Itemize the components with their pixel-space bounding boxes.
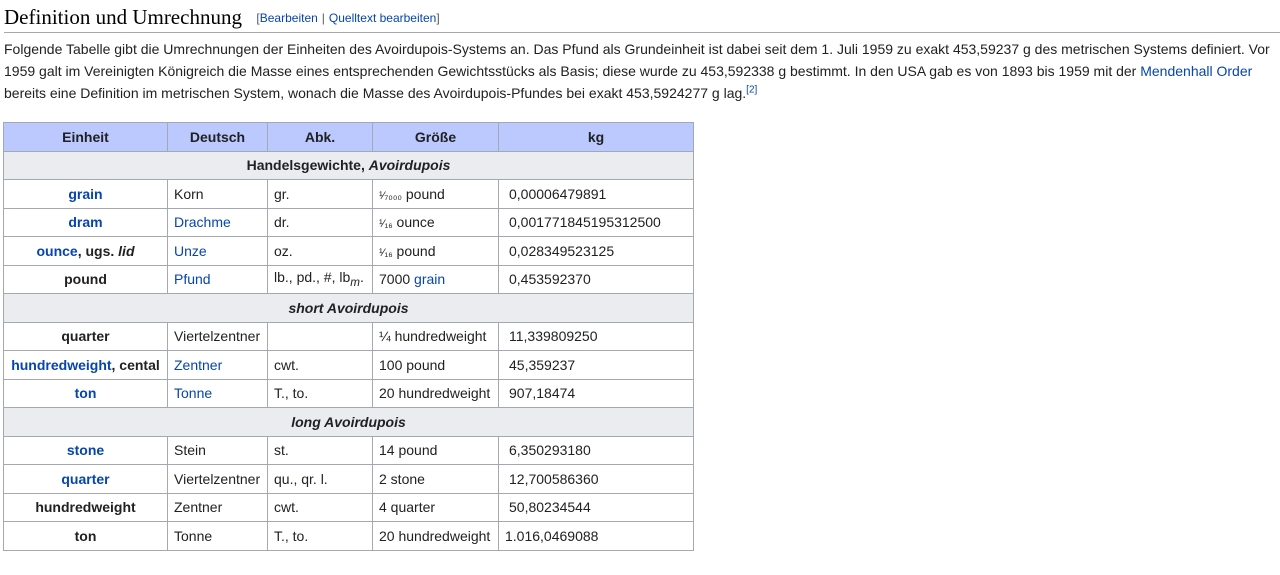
kg-cell: 50,80234544 xyxy=(499,493,694,522)
table-row xyxy=(4,322,694,351)
groesse-link-grain[interactable]: grain xyxy=(414,271,446,288)
header-einheit[interactable]: Einheit xyxy=(4,123,168,152)
section-title: Definition und Umrechnung xyxy=(4,5,242,29)
kg-cell: 0,001771845195312500 xyxy=(499,208,694,237)
groesse-cell: 7000 grain xyxy=(373,265,499,294)
unit-cell: hundredweight, cental xyxy=(4,351,168,380)
kg-cell: 0,453592370 xyxy=(499,265,694,294)
abk-cell: T., to. xyxy=(268,522,373,551)
kg-cell: 12,700586360 xyxy=(499,465,694,494)
groesse-cell: 100 pound xyxy=(373,351,499,380)
table-row xyxy=(4,522,694,551)
unit-cell: quarter xyxy=(4,322,168,351)
group-long-avoirdupois: long Avoirdupois xyxy=(4,408,694,437)
deutsch-link-unze[interactable]: Unze xyxy=(174,242,207,259)
groesse-cell: ¼ hundredweight xyxy=(373,322,499,351)
kg-cell: 907,18474 xyxy=(499,379,694,408)
group-row xyxy=(4,151,694,180)
edit-source-link[interactable]: Quelltext bearbeiten xyxy=(328,11,437,25)
table-row xyxy=(4,265,694,294)
deutsch-link-tonne[interactable]: Tonne xyxy=(174,385,213,402)
abk-cell: cwt. xyxy=(268,493,373,522)
header-abk[interactable]: Abk. xyxy=(268,123,373,152)
groesse-cell: ¹⁄₁₆ ounce xyxy=(373,208,499,237)
abk-cell: oz. xyxy=(268,237,373,266)
unit-link-ounce[interactable]: ounce xyxy=(36,242,78,259)
unit-cell: pound xyxy=(4,265,168,294)
kg-cell: 11,339809250 xyxy=(499,322,694,351)
abk-cell: qu., qr. l. xyxy=(268,465,373,494)
deutsch-cell: Korn xyxy=(168,180,268,209)
section-heading xyxy=(4,4,1280,33)
abk-cell: gr. xyxy=(268,180,373,209)
edit-section-links: [Bearbeiten | Quelltext bearbeiten] xyxy=(256,11,440,25)
groesse-cell: 14 pound xyxy=(373,436,499,465)
deutsch-cell: Tonne xyxy=(168,522,268,551)
abk-cell: lb., pd., #, $lb_m$. xyxy=(268,265,373,294)
table-row xyxy=(4,493,694,522)
group-handelsgewichte: Handelsgewichte, Avoirdupois xyxy=(4,151,694,180)
table-header-row xyxy=(4,123,694,152)
kg-cell: 0,028349523125 xyxy=(499,237,694,266)
deutsch-cell: Stein xyxy=(168,436,268,465)
intro-paragraph: Folgende Tabelle gibt die Umrechnungen der Einheiten des Avoirdupois-Systems an. Das Pfund als Grundeinheit ist dabei seit dem 1. Juli 1959 zu exakt 453,59237 g des metrischen Systems definiert. Vor 1959 galt im Vereinigten Königreich die Masse eines entsprechenden Gewichtsstücks als Basis; diese wurde zu 453,592338 g bestimmt. In den USA gab es von 1893 bis 1959 mit der Mendenhall Order bereits eine Definition im metrischen System, wonach die Masse des Avoirdupois-Pfundes bei exakt 453,5924277 g lag.[2] xyxy=(4,41,1270,101)
unit-link-grain[interactable]: grain xyxy=(68,185,103,202)
unit-cell: ounce, ugs. lid xyxy=(4,237,168,266)
deutsch-link-drachme[interactable]: Drachme xyxy=(174,214,231,231)
unit-link-hundredweight[interactable]: hundredweight xyxy=(11,356,112,373)
kg-cell: 6,350293180 xyxy=(499,436,694,465)
kg-cell: 0,00006479891 xyxy=(499,180,694,209)
edit-link[interactable]: Bearbeiten xyxy=(259,11,318,25)
groesse-cell: 4 quarter xyxy=(373,493,499,522)
group-row xyxy=(4,408,694,437)
abk-cell: T., to. xyxy=(268,379,373,408)
groesse-cell: 2 stone xyxy=(373,465,499,494)
unit-cell: hundredweight xyxy=(4,493,168,522)
table-row xyxy=(4,465,694,494)
groesse-cell: ¹⁄₁₆ pound xyxy=(373,237,499,266)
unit-link-ton[interactable]: ton xyxy=(74,385,97,402)
table-row xyxy=(4,237,694,266)
groesse-cell: 20 hundredweight xyxy=(373,522,499,551)
group-short-avoirdupois: short Avoirdupois xyxy=(4,294,694,323)
deutsch-cell: Viertelzentner xyxy=(168,465,268,494)
groesse-cell: ¹⁄₇₀₀₀ pound xyxy=(373,180,499,209)
header-deutsch[interactable]: Deutsch xyxy=(168,123,268,152)
table-row xyxy=(4,208,694,237)
reference-link[interactable]: [2] xyxy=(746,84,758,96)
header-groesse[interactable]: Größe xyxy=(373,123,499,152)
deutsch-cell: Viertelzentner xyxy=(168,322,268,351)
header-kg[interactable]: kg xyxy=(499,123,694,152)
deutsch-link-pfund[interactable]: Pfund xyxy=(174,271,211,288)
units-table xyxy=(3,122,694,551)
abk-cell: cwt. xyxy=(268,351,373,380)
deutsch-cell: Zentner xyxy=(168,493,268,522)
table-row xyxy=(4,180,694,209)
mendenhall-order-link[interactable]: Mendenhall Order xyxy=(1140,63,1253,79)
groesse-cell: 20 hundredweight xyxy=(373,379,499,408)
abk-cell xyxy=(268,322,373,351)
unit-cell: ton xyxy=(4,522,168,551)
unit-link-stone[interactable]: stone xyxy=(66,442,105,459)
unit-link-dram[interactable]: dram xyxy=(68,214,103,231)
abk-cell: dr. xyxy=(268,208,373,237)
table-row xyxy=(4,436,694,465)
group-row xyxy=(4,294,694,323)
kg-cell: 45,359237 xyxy=(499,351,694,380)
table-row xyxy=(4,351,694,380)
unit-link-quarter[interactable]: quarter xyxy=(61,470,110,487)
deutsch-link-zentner[interactable]: Zentner xyxy=(174,356,223,373)
abk-cell: st. xyxy=(268,436,373,465)
table-row xyxy=(4,379,694,408)
kg-cell: 1.016,0469088 xyxy=(499,522,694,551)
